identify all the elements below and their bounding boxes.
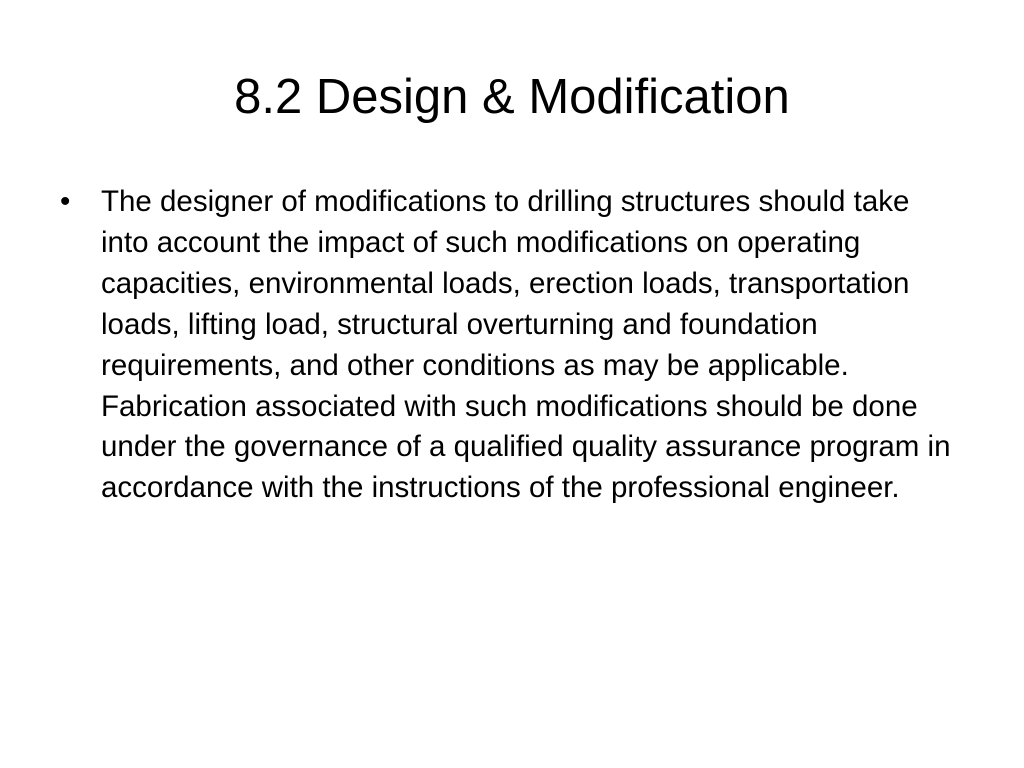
bullet-text: The designer of modifications to drilling structures should take into account the impact of such modifications on operating capacities, environmental loads, erection loads, transportation loads, lifting load, structural overturning and foundation requirements, and other conditions as may be applicable. Fabrication associated with such modifications should be done under the governance of a qualified quality assurance program in accordance with the instructions of the professional engineer. (101, 185, 951, 505)
bullet-marker-icon: • (60, 185, 71, 218)
bullet-list (60, 182, 960, 509)
bullet-item (60, 182, 960, 509)
slide-title: 8.2 Design & Modification (234, 70, 790, 124)
